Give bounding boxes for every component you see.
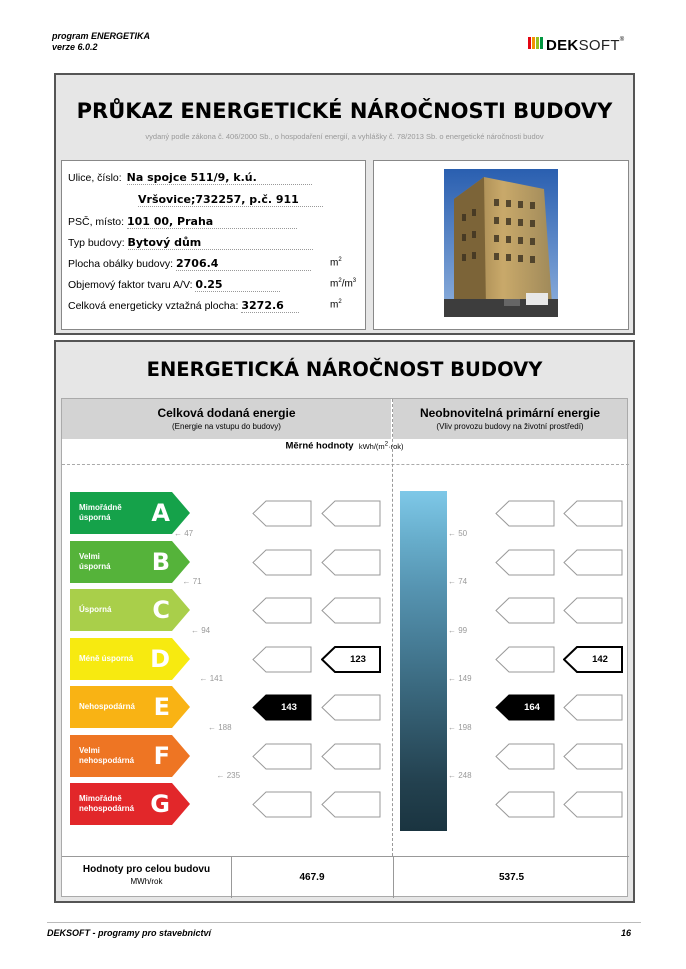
empty-tag <box>495 549 555 576</box>
page-number: 16 <box>621 928 632 938</box>
building-info <box>61 160 366 330</box>
empty-tag <box>495 597 555 624</box>
type-label: Typ budovy: <box>68 237 125 249</box>
empty-tag <box>563 743 623 770</box>
envelope-unit: $m^2$ <box>330 257 342 269</box>
street-row <box>68 171 312 185</box>
street-value-2: Vršovice;732257, p.č. 911 <box>138 193 323 207</box>
right-actual-tag <box>495 694 555 721</box>
deksoft-logo <box>528 36 625 54</box>
program-header <box>52 31 150 53</box>
empty-tag <box>321 743 381 770</box>
scale-segment <box>400 540 447 589</box>
right-limit: ← 74 <box>448 577 468 586</box>
class-band-letter: A <box>151 499 170 527</box>
empty-tag <box>563 694 623 721</box>
scale-segment <box>400 782 447 831</box>
left-column-header <box>62 399 391 439</box>
right-limit: ← 99 <box>448 625 468 635</box>
empty-tag <box>495 791 555 818</box>
right-limit: ← 50 <box>448 528 468 538</box>
rating-panel <box>61 398 628 897</box>
shape-unit: $m^2/m^3$ <box>330 278 357 290</box>
empty-tag <box>252 500 312 527</box>
program-version: verze 6.0.2 <box>52 42 98 52</box>
envelope-value: 2706.4 <box>176 257 311 271</box>
empty-tag <box>321 500 381 527</box>
class-band-d <box>70 638 190 680</box>
class-band-e <box>70 686 190 728</box>
left-actual-tag-value: 143 <box>281 702 297 713</box>
empty-tag <box>563 549 623 576</box>
area-row <box>68 299 299 313</box>
street-row-2 <box>138 193 323 207</box>
class-band-letter: F <box>153 741 170 770</box>
left-limit: ← 141 <box>199 674 224 683</box>
left-limit: ← 47 <box>174 528 194 538</box>
program-name: program ENERGETIKA <box>52 31 151 41</box>
psc-row <box>68 215 297 229</box>
totals-label: Hodnoty pro celou budovu <box>82 864 211 875</box>
building-photo <box>444 169 558 317</box>
envelope-label: Plocha obálky budovy: <box>68 258 174 270</box>
empty-tag <box>252 549 312 576</box>
empty-tag <box>563 791 623 818</box>
shape-row <box>68 278 280 292</box>
class-band-letter: C <box>152 596 170 624</box>
psc-label: PSČ, místo: <box>68 216 125 228</box>
class-band-letter: E <box>153 693 170 721</box>
left-limit: ← 235 <box>216 771 241 780</box>
certificate-card <box>54 73 635 335</box>
class-band-label: Mimořádně nehospodárná <box>79 794 135 813</box>
class-band-label: Úsporná <box>79 605 112 614</box>
right-total: 537.5 <box>393 857 629 898</box>
left-limit: ← 94 <box>191 625 211 635</box>
empty-tag <box>252 743 312 770</box>
rating-title: ENERGETICKÁ NÁROČNOST BUDOVY <box>146 358 543 381</box>
logo-bars-icon <box>528 36 544 54</box>
class-band-label: Velmi nehospodárná <box>79 745 135 765</box>
empty-tag <box>495 646 555 673</box>
class-band-label: Nehospodárná <box>79 702 136 711</box>
header-divider <box>62 464 629 465</box>
totals-row <box>62 856 629 897</box>
left-subtitle: (Energie na vstupu do budovy) <box>172 422 281 431</box>
certificate-title: PRŮKAZ ENERGETICKÉ NÁROČNOSTI BUDOVY <box>76 99 613 123</box>
empty-tag <box>252 597 312 624</box>
empty-tag <box>495 743 555 770</box>
class-band-b <box>70 541 190 583</box>
envelope-row <box>68 257 311 271</box>
right-title: Neobnovitelná primární energie <box>419 406 601 420</box>
class-band-a <box>70 492 190 534</box>
specific-unit: kWh/$(m^2\cdot rok)$ <box>358 440 404 451</box>
street-label: Ulice, číslo: <box>68 172 122 184</box>
right-actual-tag-value: 164 <box>524 702 540 713</box>
empty-tag <box>321 597 381 624</box>
class-band-label: Méně úsporná <box>79 653 134 663</box>
scale-segment <box>400 491 447 540</box>
left-actual-tag <box>252 694 312 721</box>
empty-tag <box>321 791 381 818</box>
class-band-letter: D <box>150 644 170 673</box>
type-value: Bytový dům <box>128 236 313 250</box>
area-value: 3272.6 <box>241 299 299 313</box>
area-unit: $m^2$ <box>330 299 342 311</box>
class-band-c <box>70 589 190 631</box>
scale-segment <box>400 734 447 783</box>
scale-segment <box>400 685 447 734</box>
right-subtitle: (Vliv provozu budovy na životní prostředí) <box>436 422 584 431</box>
left-limit: ← 188 <box>208 722 232 732</box>
specific-label: Měrné hodnoty <box>285 440 354 452</box>
scale-segment <box>400 588 447 637</box>
class-band-label: Velmi úsporná <box>79 551 111 571</box>
class-band-letter: B <box>151 547 170 576</box>
left-class-tag <box>321 646 381 673</box>
column-divider <box>392 399 393 856</box>
left-limit: ← 71 <box>182 577 202 586</box>
energy-rating-card <box>54 340 635 903</box>
class-band-letter: G <box>150 790 170 818</box>
empty-tag <box>252 791 312 818</box>
totals-label-cell <box>62 857 232 898</box>
right-class-tag-value: 142 <box>592 653 608 665</box>
right-column-header <box>393 399 627 439</box>
footer-rule <box>47 922 641 923</box>
class-band-label: Mimořádně úsporná <box>79 503 122 522</box>
shape-value: 0.25 <box>195 278 280 292</box>
empty-tag <box>252 646 312 673</box>
class-band-g <box>70 783 190 825</box>
right-limit: ← 149 <box>448 674 472 683</box>
certificate-subtitle: vydaný podle zákona č. 406/2000 Sb., o hospodaření energií, a vyhlášky č. 78/2013 Sb. o energetické náročnosti budov <box>145 132 544 141</box>
footer-company: DEKSOFT - programy pro stavebnictví <box>47 928 212 938</box>
empty-tag <box>495 500 555 527</box>
empty-tag <box>321 549 381 576</box>
left-total: 467.9 <box>299 872 325 883</box>
right-class-tag <box>563 646 623 673</box>
area-label: Celková energeticky vztažná plocha: <box>68 300 239 312</box>
logo-text: DEKSOFT® <box>546 36 625 54</box>
left-title: Celková dodaná energie <box>157 406 296 420</box>
empty-tag <box>563 500 623 527</box>
class-band-f <box>70 735 190 777</box>
empty-tag <box>321 694 381 721</box>
scale-segment <box>400 637 447 686</box>
shape-label: Objemový faktor tvaru A/V: <box>68 279 193 291</box>
psc-value: 101 00, Praha <box>127 215 297 229</box>
totals-unit: MWh/rok <box>130 877 163 886</box>
street-value-1: Na spojce 511/9, k.ú. <box>127 171 312 185</box>
specific-values-label <box>62 440 627 452</box>
right-limit: ← 248 <box>448 771 472 780</box>
right-limit: ← 198 <box>448 722 472 732</box>
building-photo-frame <box>373 160 629 330</box>
empty-tag <box>563 597 623 624</box>
left-class-tag-value: 123 <box>350 653 366 665</box>
type-row <box>68 236 313 250</box>
